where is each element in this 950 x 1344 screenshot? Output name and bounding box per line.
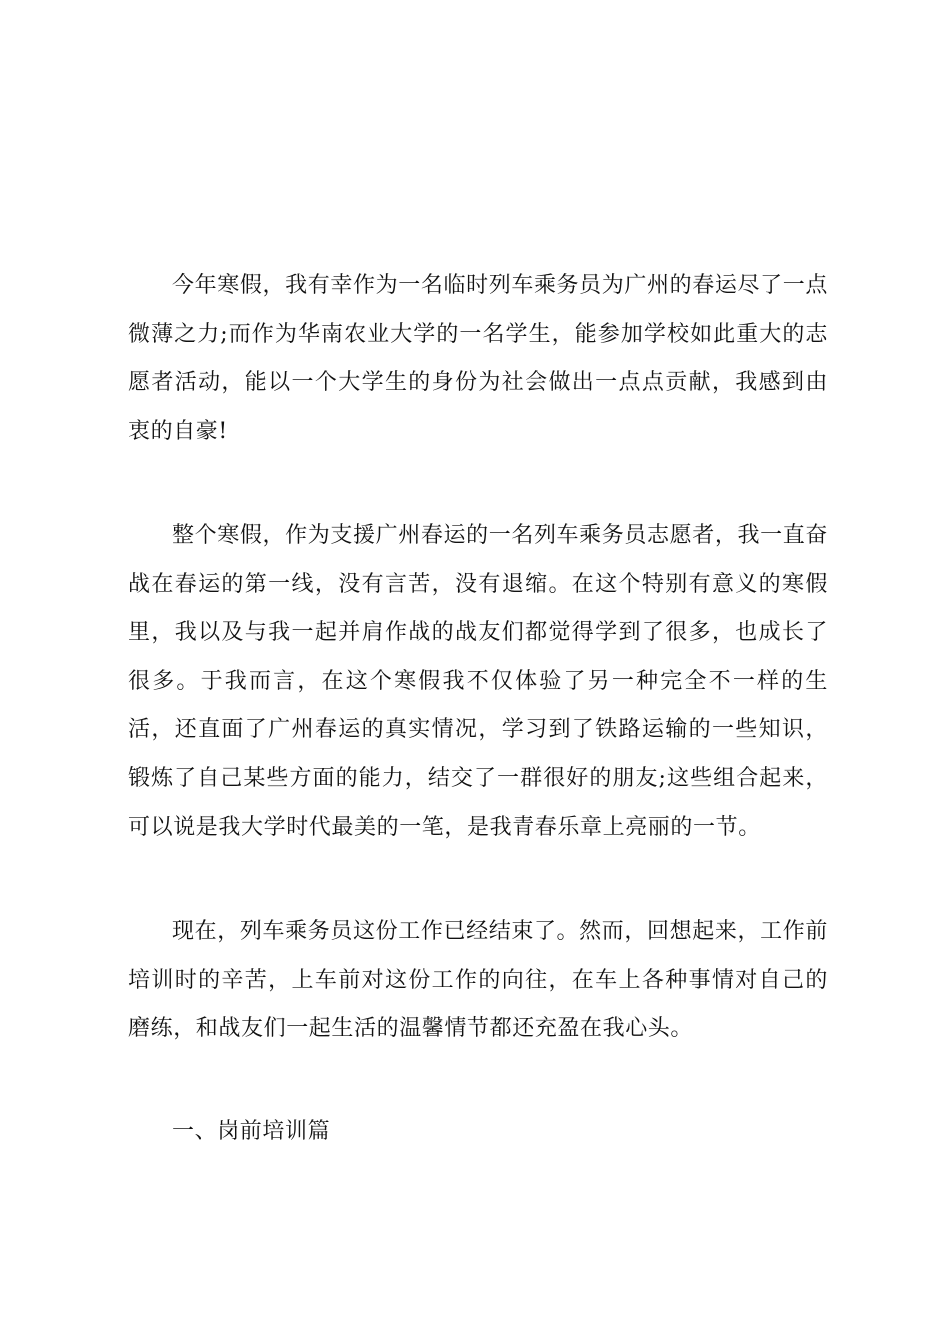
paragraph-1: 今年寒假，我有幸作为一名临时列车乘务员为广州的春运尽了一点微薄之力;而作为华南农业大学的一名学生，能参加学校如此重大的志愿者活动，能以一个大学生的身份为社会做出一点点贡献，我感到由衷的自豪! [128,273,828,444]
paragraph-2: 整个寒假，作为支援广州春运的一名列车乘务员志愿者，我一直奋战在春运的第一线，没有言苦，没有退缩。在这个特别有意义的寒假里，我以及与我一起并肩作战的战友们都觉得学到了很多，也成长了很多。于我而言，在这个寒假我不仅体验了另一种完全不一样的生活，还直面了广州春运的真实情况，学习到了铁路运输的一些知识，锻炼了自己某些方面的能力，结交了一群很好的朋友;这些组合起来，可以说是我大学时代最美的一笔，是我青春乐章上亮丽的一节。 [128,523,828,840]
paragraph-3: 现在，列车乘务员这份工作已经结束了。然而，回想起来，工作前培训时的辛苦，上车前对这份工作的向往，在车上各种事情对自己的磨练，和战友们一起生活的温馨情节都还充盈在我心头。 [128,919,828,1042]
section-heading: 一、岗前培训篇 [172,1119,331,1144]
